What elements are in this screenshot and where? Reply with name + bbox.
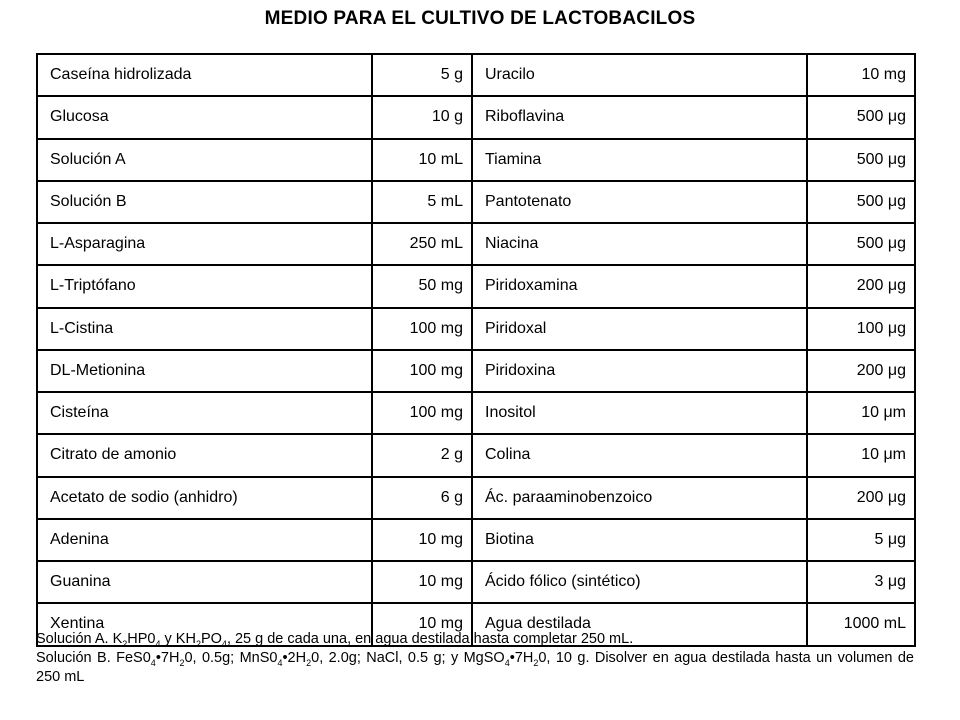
ingredient-name: Guanina bbox=[37, 561, 372, 603]
ingredient-name: Riboflavina bbox=[472, 96, 807, 138]
ingredient-name: Xentina bbox=[37, 603, 372, 645]
note-subscript: 4 bbox=[504, 657, 510, 668]
note-text: HP0 bbox=[127, 631, 156, 647]
ingredient-name: Acetato de sodio (anhidro) bbox=[37, 477, 372, 519]
note-subscript: 2 bbox=[306, 657, 312, 668]
ingredient-name: Biotina bbox=[472, 519, 807, 561]
ingredient-amount: 10 μm bbox=[807, 434, 915, 476]
note-subscript: 4 bbox=[150, 657, 156, 668]
note-text: K bbox=[112, 631, 123, 647]
note-subscript: 2 bbox=[533, 657, 539, 668]
table-row bbox=[37, 308, 915, 350]
note-text: y KH bbox=[160, 631, 196, 647]
ingredient-name: Caseína hidrolizada bbox=[37, 54, 372, 96]
ingredient-name: Pantotenato bbox=[472, 181, 807, 223]
ingredient-name: Colina bbox=[472, 434, 807, 476]
ingredient-amount: 250 mL bbox=[372, 223, 472, 265]
note-subscript: 2 bbox=[122, 638, 128, 649]
note-text: PO bbox=[200, 631, 222, 647]
table-row bbox=[37, 477, 915, 519]
table-row bbox=[37, 434, 915, 476]
ingredient-amount: 10 mL bbox=[372, 139, 472, 181]
ingredient-amount: 10 mg bbox=[372, 603, 472, 645]
ingredient-name: Ác. paraaminobenzoico bbox=[472, 477, 807, 519]
ingredient-name: Tiamina bbox=[472, 139, 807, 181]
ingredient-amount: 200 μg bbox=[807, 477, 915, 519]
table-row bbox=[37, 519, 915, 561]
ingredients-table bbox=[36, 53, 916, 647]
ingredient-name: Glucosa bbox=[37, 96, 372, 138]
ingredient-name: Solución A bbox=[37, 139, 372, 181]
table-row bbox=[37, 561, 915, 603]
table-row bbox=[37, 223, 915, 265]
note-text: •7H bbox=[155, 650, 180, 666]
ingredient-amount: 10 mg bbox=[372, 519, 472, 561]
ingredient-amount: 5 mL bbox=[372, 181, 472, 223]
ingredient-name: L-Triptófano bbox=[37, 265, 372, 307]
ingredient-name: DL-Metionina bbox=[37, 350, 372, 392]
ingredient-amount: 100 mg bbox=[372, 350, 472, 392]
ingredient-amount: 1000 mL bbox=[807, 603, 915, 645]
ingredient-name: Inositol bbox=[472, 392, 807, 434]
ingredient-amount: 50 mg bbox=[372, 265, 472, 307]
ingredients-table-body bbox=[37, 54, 915, 646]
note-text: 0, 10 g. Disolver en agua destilada hasta un volumen de 250 mL bbox=[36, 650, 914, 685]
ingredient-amount: 3 μg bbox=[807, 561, 915, 603]
note-solution-b bbox=[36, 649, 914, 687]
ingredient-name: L-Cistina bbox=[37, 308, 372, 350]
note-subscript: 4 bbox=[155, 638, 161, 649]
ingredient-name: Ácido fólico (sintético) bbox=[472, 561, 807, 603]
ingredient-amount: 10 mg bbox=[807, 54, 915, 96]
ingredient-amount: 5 g bbox=[372, 54, 472, 96]
ingredient-name: Citrato de amonio bbox=[37, 434, 372, 476]
note-label: Solución B. bbox=[36, 650, 117, 666]
ingredient-amount: 500 μg bbox=[807, 139, 915, 181]
ingredient-amount: 200 μg bbox=[807, 265, 915, 307]
note-text: 0, 2.0g; NaCl, 0.5 g; y MgSO bbox=[311, 650, 505, 666]
ingredient-name: Agua destilada bbox=[472, 603, 807, 645]
note-text: FeS0 bbox=[116, 650, 151, 666]
ingredient-name: Uracilo bbox=[472, 54, 807, 96]
table-row bbox=[37, 392, 915, 434]
footnotes bbox=[36, 630, 914, 687]
note-label: Solución A. bbox=[36, 631, 113, 647]
ingredient-amount: 5 μg bbox=[807, 519, 915, 561]
ingredient-amount: 100 mg bbox=[372, 308, 472, 350]
table-row bbox=[37, 54, 915, 96]
ingredient-amount: 100 mg bbox=[372, 392, 472, 434]
note-subscript: 2 bbox=[179, 657, 185, 668]
table-row bbox=[37, 139, 915, 181]
ingredient-amount: 200 μg bbox=[807, 350, 915, 392]
note-subscript: 2 bbox=[195, 638, 201, 649]
ingredient-amount: 10 μm bbox=[807, 392, 915, 434]
ingredient-amount: 10 mg bbox=[372, 561, 472, 603]
note-text: •7H bbox=[509, 650, 534, 666]
ingredient-amount: 500 μg bbox=[807, 96, 915, 138]
table-row bbox=[37, 181, 915, 223]
ingredient-amount: 500 μg bbox=[807, 181, 915, 223]
ingredient-name: Niacina bbox=[472, 223, 807, 265]
note-subscript: 4 bbox=[277, 657, 283, 668]
ingredient-amount: 500 μg bbox=[807, 223, 915, 265]
ingredient-name: Piridoxina bbox=[472, 350, 807, 392]
ingredient-amount: 10 g bbox=[372, 96, 472, 138]
table-row bbox=[37, 96, 915, 138]
table-row bbox=[37, 265, 915, 307]
note-solution-a bbox=[36, 630, 914, 649]
ingredient-amount: 100 μg bbox=[807, 308, 915, 350]
ingredient-name: L-Asparagina bbox=[37, 223, 372, 265]
note-subscript: 4 bbox=[221, 638, 227, 649]
note-text: 0, 0.5g; MnS0 bbox=[184, 650, 278, 666]
note-text: •2H bbox=[282, 650, 307, 666]
page-title: MEDIO PARA EL CULTIVO DE LACTOBACILOS bbox=[264, 8, 696, 29]
ingredient-name: Piridoxamina bbox=[472, 265, 807, 307]
ingredient-name: Solución B bbox=[37, 181, 372, 223]
ingredient-amount: 2 g bbox=[372, 434, 472, 476]
ingredient-name: Adenina bbox=[37, 519, 372, 561]
ingredient-amount: 6 g bbox=[372, 477, 472, 519]
ingredient-name: Cisteína bbox=[37, 392, 372, 434]
ingredient-name: Piridoxal bbox=[472, 308, 807, 350]
note-text: , 25 g de cada una, en agua destilada hasta completar 250 mL. bbox=[226, 631, 634, 647]
table-row bbox=[37, 350, 915, 392]
